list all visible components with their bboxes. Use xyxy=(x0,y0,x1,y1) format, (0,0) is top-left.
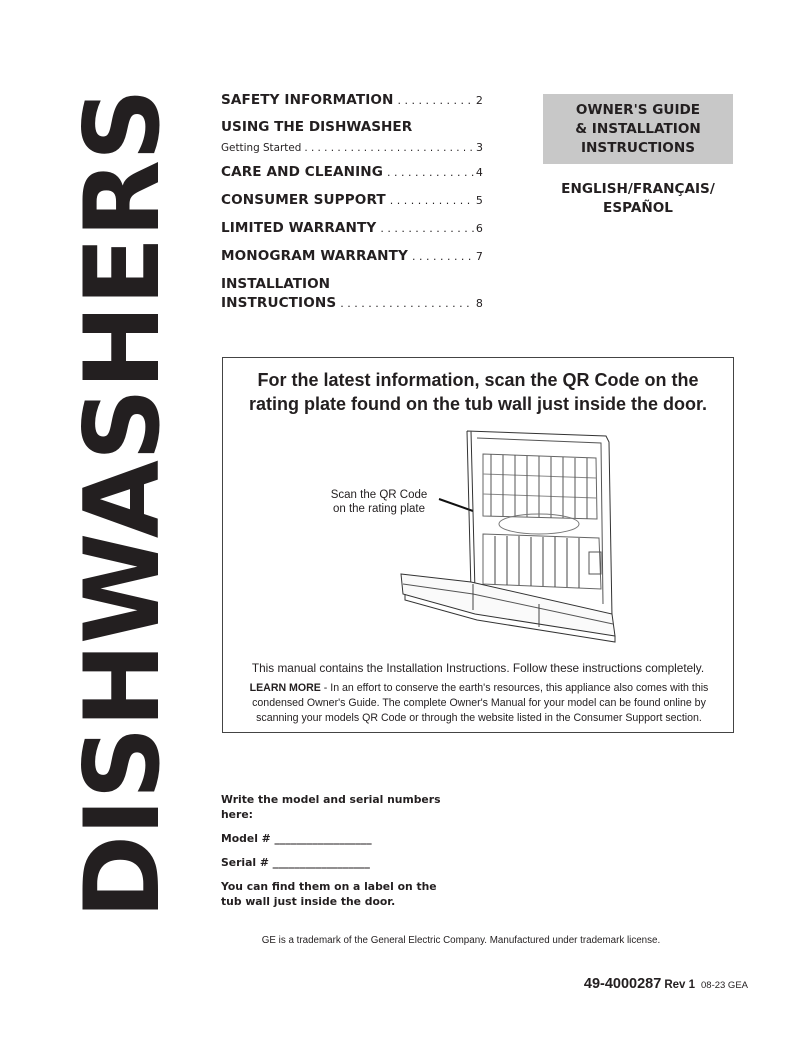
toc-item-care[interactable] xyxy=(221,164,483,180)
open-dishwasher-illustration xyxy=(391,424,651,662)
qr-heading-line: For the latest information, scan the QR Code on the xyxy=(257,370,699,390)
side-title xyxy=(62,89,183,919)
toc-leader xyxy=(387,166,474,179)
learn-more-text: - In an effort to conserve the earth's resources, this appliance also comes with this condensed Owner's Guide. The complete Owner's Manual for your model can be found online by scanning your models QR Code or through the website listed in the Consumer Support section. xyxy=(252,682,709,724)
installation-note: This manual contains the Installation Instructions. Follow these instructions completely. xyxy=(251,661,705,675)
toc-leader xyxy=(412,250,474,263)
owners-guide-banner xyxy=(543,94,733,164)
toc-item-limited-warranty[interactable] xyxy=(221,220,483,236)
banner-line: & INSTALLATION xyxy=(575,120,701,137)
learn-more-note xyxy=(233,681,725,726)
toc-page: 4 xyxy=(475,166,483,179)
toc-item-installation-line1[interactable]: INSTALLATION xyxy=(221,276,331,292)
model-serial-record xyxy=(221,792,451,918)
toc-item-safety[interactable] xyxy=(221,92,483,108)
banner-line: INSTRUCTIONS xyxy=(580,139,696,156)
model-number-field[interactable]: Model # __________________ xyxy=(221,832,372,845)
qr-heading xyxy=(223,368,733,416)
document-number xyxy=(584,975,748,993)
banner-line: OWNER'S GUIDE xyxy=(575,101,701,118)
toc-leader xyxy=(340,297,474,310)
revision: Rev 1 xyxy=(664,979,695,991)
callout-line: on the rating plate xyxy=(332,503,426,515)
toc-leader xyxy=(380,222,474,235)
record-intro: Write the model and serial numbers here: xyxy=(221,793,441,821)
toc-label: SAFETY INFORMATION xyxy=(221,92,394,108)
learn-more-label: LEARN MORE xyxy=(249,682,321,694)
toc-item-using[interactable]: USING THE DISHWASHER xyxy=(221,119,413,135)
toc-label: MONOGRAM WARRANTY xyxy=(221,248,408,264)
qr-heading-line: rating plate found on the tub wall just inside the door. xyxy=(249,394,707,414)
toc-label: CONSUMER SUPPORT xyxy=(221,192,386,208)
side-title-text: DISHWASHERS xyxy=(62,89,183,919)
qr-info-panel xyxy=(222,357,734,733)
toc-page: 7 xyxy=(475,250,483,263)
trademark-notice: GE is a trademark of the General Electric Company. Manufactured under trademark license. xyxy=(261,935,661,946)
doc-number: 49-4000287 xyxy=(583,976,662,992)
toc-label: INSTRUCTIONS xyxy=(221,295,337,311)
language-line: ENGLISH/FRANÇAIS/ xyxy=(561,181,715,197)
toc-page: 6 xyxy=(475,222,483,235)
toc-leader xyxy=(390,194,474,207)
toc-label: Getting Started xyxy=(221,142,302,154)
table-of-contents xyxy=(221,92,483,311)
toc-item-installation[interactable] xyxy=(221,295,483,311)
toc-leader xyxy=(304,142,474,154)
toc-leader xyxy=(398,94,474,107)
toc-item-consumer-support[interactable] xyxy=(221,192,483,208)
toc-page: 8 xyxy=(475,297,483,310)
toc-subitem-getting-started[interactable] xyxy=(221,141,483,154)
toc-label: LIMITED WARRANTY xyxy=(221,220,377,236)
toc-page: 5 xyxy=(475,194,483,207)
toc-page: 3 xyxy=(476,141,483,154)
callout-line: Scan the QR Code xyxy=(330,489,428,501)
language-line: ESPAÑOL xyxy=(603,200,673,216)
toc-label: CARE AND CLEANING xyxy=(221,164,384,180)
record-hint: You can find them on a label on the tub wall just inside the door. xyxy=(221,880,437,908)
toc-page: 2 xyxy=(475,94,483,107)
language-list xyxy=(543,180,733,218)
serial-number-field[interactable]: Serial # __________________ xyxy=(221,856,370,869)
date-code: 08-23 GEA xyxy=(701,980,748,991)
toc-item-monogram-warranty[interactable] xyxy=(221,248,483,264)
